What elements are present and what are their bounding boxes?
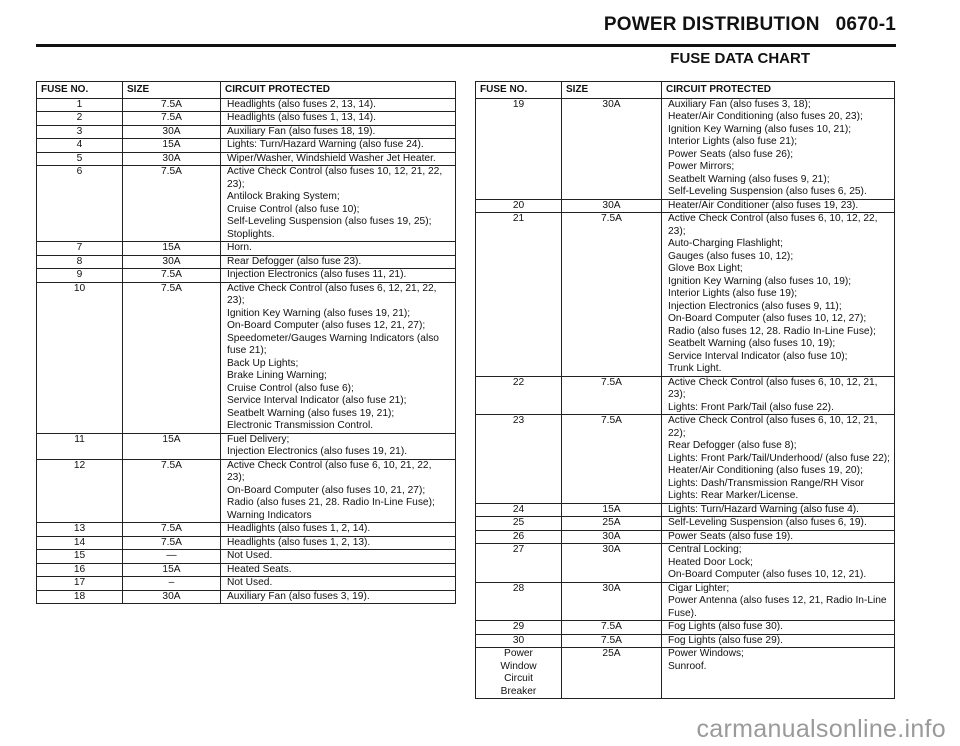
table-row bbox=[37, 459, 456, 523]
fuse-number-cell: 24 bbox=[476, 503, 562, 517]
fuse-size-cell: 7.5A bbox=[562, 415, 662, 504]
fuse-size-cell: 30A bbox=[562, 530, 662, 544]
fuse-size-cell: 30A bbox=[562, 98, 662, 199]
circuit-protected-cell: Lights: Turn/Hazard Warning (also fuse 4). bbox=[662, 503, 895, 517]
table-row bbox=[37, 523, 456, 537]
circuit-protected-cell: Headlights (also fuses 1, 2, 14). bbox=[221, 523, 456, 537]
table-row bbox=[37, 98, 456, 112]
chart-subtitle: FUSE DATA CHART bbox=[670, 50, 810, 67]
fuse-size-cell: 7.5A bbox=[123, 282, 221, 433]
fuse-size-cell: 15A bbox=[123, 433, 221, 459]
circuit-protected-cell: Active Check Control (also fuses 6, 10, 12, 22, 23); Auto-Charging Flashlight; Gauges (also fuses 10, 12); Glove Box Light; Ignition Key Warning (also fuses 10, 19); Interior Lights (also fuse 19); Injection Electronics (also fuses 9, 11); On-Board Computer (also fuses 10, 12, 27); Radio (also fuses 12, 28. Radio In-Line Fuse); Seatbelt Warning (also fuses 10, 19); Service Interval Indicator (also fuse 10); Trunk Light. bbox=[662, 213, 895, 377]
circuit-protected-cell: Active Check Control (also fuse 6, 10, 21, 22, 23); On-Board Computer (also fuses 10, 21, 27); Radio (also fuses 21, 28. Radio In-Line Fuse); Warning Indicators bbox=[221, 459, 456, 523]
fuse-number-cell: 16 bbox=[37, 563, 123, 577]
fuse-size-cell: 15A bbox=[123, 563, 221, 577]
circuit-protected-cell: Auxiliary Fan (also fuses 3, 19). bbox=[221, 590, 456, 604]
column-header-fuse-no: FUSE NO. bbox=[37, 82, 123, 99]
table-row bbox=[476, 199, 895, 213]
column-header-size: SIZE bbox=[562, 82, 662, 99]
fuse-size-cell: 7.5A bbox=[123, 269, 221, 283]
fuse-number-cell: 1 bbox=[37, 98, 123, 112]
circuit-protected-cell: Power Windows; Sunroof. bbox=[662, 648, 895, 699]
fuse-size-cell: 30A bbox=[562, 199, 662, 213]
fuse-number-cell: 28 bbox=[476, 582, 562, 621]
table-row bbox=[476, 503, 895, 517]
header-rule bbox=[36, 44, 896, 47]
fuse-number-cell: 20 bbox=[476, 199, 562, 213]
fuse-size-cell: 30A bbox=[562, 582, 662, 621]
fuse-number-cell: 6 bbox=[37, 166, 123, 242]
circuit-protected-cell: Not Used. bbox=[221, 550, 456, 564]
fuse-size-cell: 7.5A bbox=[562, 213, 662, 377]
table-row bbox=[476, 621, 895, 635]
fuse-number-cell: 17 bbox=[37, 577, 123, 591]
section-code: 0670-1 bbox=[835, 14, 896, 35]
table-row bbox=[476, 582, 895, 621]
table-row bbox=[37, 550, 456, 564]
table-row bbox=[37, 577, 456, 591]
fuse-number-cell: 8 bbox=[37, 255, 123, 269]
circuit-protected-cell: Headlights (also fuses 1, 13, 14). bbox=[221, 112, 456, 126]
circuit-protected-cell: Auxiliary Fan (also fuses 18, 19). bbox=[221, 125, 456, 139]
circuit-protected-cell: Auxiliary Fan (also fuses 3, 18); Heater/Air Conditioning (also fuses 20, 23); Ignition Key Warning (also fuses 10, 21); Interior Lights (also fuse 21); Power Seats (also fuse 26); Power Mirrors; Seatbelt Warning (also fuses 9, 21); Self-Leveling Suspension (also fuses 6, 25). bbox=[662, 98, 895, 199]
fuse-number-cell: 7 bbox=[37, 242, 123, 256]
fuse-size-cell: 7.5A bbox=[562, 634, 662, 648]
circuit-protected-cell: Not Used. bbox=[221, 577, 456, 591]
table-row bbox=[476, 376, 895, 415]
fuse-number-cell: 5 bbox=[37, 152, 123, 166]
circuit-protected-cell: Heated Seats. bbox=[221, 563, 456, 577]
fuse-number-cell: 27 bbox=[476, 544, 562, 583]
circuit-protected-cell: Active Check Control (also fuses 6, 10, 12, 21, 22); Rear Defogger (also fuse 8); Lights: Front Park/Tail/Underhood/ (also fuse 22); Heater/Air Conditioning (also fuses 19, 20); Lights: Dash/Transmission Range/RH Visor Lights: Rear Marker/License. bbox=[662, 415, 895, 504]
fuse-size-cell: 30A bbox=[123, 255, 221, 269]
table-row bbox=[476, 415, 895, 504]
circuit-protected-cell: Power Seats (also fuse 19). bbox=[662, 530, 895, 544]
column-header-circuit: CIRCUIT PROTECTED bbox=[221, 82, 456, 99]
table-row bbox=[37, 139, 456, 153]
table-row bbox=[37, 125, 456, 139]
fuse-size-cell: 7.5A bbox=[123, 166, 221, 242]
fuse-size-cell: 7.5A bbox=[123, 459, 221, 523]
fuse-size-cell: 15A bbox=[123, 242, 221, 256]
table-row bbox=[476, 634, 895, 648]
fuse-size-cell: 15A bbox=[123, 139, 221, 153]
column-header-size: SIZE bbox=[123, 82, 221, 99]
circuit-protected-cell: Central Locking; Heated Door Lock; On-Board Computer (also fuses 10, 12, 21). bbox=[662, 544, 895, 583]
fuse-number-cell: 30 bbox=[476, 634, 562, 648]
fuse-number-cell: 14 bbox=[37, 536, 123, 550]
circuit-protected-cell: Lights: Turn/Hazard Warning (also fuse 24). bbox=[221, 139, 456, 153]
fuse-number-cell: 11 bbox=[37, 433, 123, 459]
circuit-protected-cell: Cigar Lighter; Power Antenna (also fuses 12, 21, Radio In-Line Fuse). bbox=[662, 582, 895, 621]
table-row bbox=[37, 433, 456, 459]
fuse-number-cell: 22 bbox=[476, 376, 562, 415]
fuse-number-cell: 2 bbox=[37, 112, 123, 126]
circuit-protected-cell: Fog Lights (also fuse 30). bbox=[662, 621, 895, 635]
column-header-fuse-no: FUSE NO. bbox=[476, 82, 562, 99]
table-row bbox=[37, 112, 456, 126]
circuit-protected-cell: Rear Defogger (also fuse 23). bbox=[221, 255, 456, 269]
fuse-size-cell: 7.5A bbox=[123, 536, 221, 550]
circuit-protected-cell: Active Check Control (also fuses 10, 12, 21, 22, 23); Antilock Braking System; Cruise Control (also fuse 10); Self-Leveling Suspension (also fuses 19, 25); Stoplights. bbox=[221, 166, 456, 242]
fuse-number-cell: 25 bbox=[476, 517, 562, 531]
fuse-size-cell: 25A bbox=[562, 517, 662, 531]
table-row bbox=[37, 590, 456, 604]
fuse-number-cell: 26 bbox=[476, 530, 562, 544]
fuse-size-cell: — bbox=[123, 550, 221, 564]
fuse-size-cell: 7.5A bbox=[562, 376, 662, 415]
table-row bbox=[37, 242, 456, 256]
fuse-size-cell: 7.5A bbox=[123, 523, 221, 537]
table-row bbox=[476, 530, 895, 544]
fuse-table-left bbox=[36, 81, 456, 604]
fuse-size-cell: 30A bbox=[123, 152, 221, 166]
table-row bbox=[476, 517, 895, 531]
fuse-size-cell: 30A bbox=[562, 544, 662, 583]
fuse-number-cell: 18 bbox=[37, 590, 123, 604]
fuse-number-cell: 3 bbox=[37, 125, 123, 139]
circuit-protected-cell: Headlights (also fuses 2, 13, 14). bbox=[221, 98, 456, 112]
fuse-size-cell: 30A bbox=[123, 125, 221, 139]
fuse-number-cell: 4 bbox=[37, 139, 123, 153]
fuse-size-cell: 15A bbox=[562, 503, 662, 517]
circuit-protected-cell: Self-Leveling Suspension (also fuses 6, 19). bbox=[662, 517, 895, 531]
page-title: POWER DISTRIBUTION bbox=[603, 14, 820, 35]
circuit-protected-cell: Fuel Delivery; Injection Electronics (also fuses 19, 21). bbox=[221, 433, 456, 459]
table-row bbox=[476, 648, 895, 699]
fuse-number-cell: 21 bbox=[476, 213, 562, 377]
circuit-protected-cell: Active Check Control (also fuses 6, 12, 21, 22, 23); Ignition Key Warning (also fuses 19, 21); On-Board Computer (also fuses 12, 21, 27); Speedometer/Gauges Warning Indicators (also fuse 21); Back Up Lights; Brake Lining Warning; Cruise Control (also fuse 6); Service Interval Indicator (also fuse 21); Seatbelt Warning (also fuses 19, 21); Electronic Transmission Control. bbox=[221, 282, 456, 433]
table-row bbox=[37, 269, 456, 283]
fuse-number-cell: Power Window Circuit Breaker bbox=[476, 648, 562, 699]
fuse-number-cell: 10 bbox=[37, 282, 123, 433]
table-row bbox=[476, 544, 895, 583]
table-header-row bbox=[37, 82, 456, 99]
column-header-circuit: CIRCUIT PROTECTED bbox=[662, 82, 895, 99]
fuse-size-cell: 25A bbox=[562, 648, 662, 699]
circuit-protected-cell: Headlights (also fuses 1, 2, 13). bbox=[221, 536, 456, 550]
table-row bbox=[37, 282, 456, 433]
fuse-table-right bbox=[475, 81, 895, 699]
watermark: carmanualsonline.info bbox=[696, 715, 946, 743]
fuse-size-cell: 7.5A bbox=[123, 112, 221, 126]
table-row bbox=[37, 563, 456, 577]
circuit-protected-cell: Heater/Air Conditioner (also fuses 19, 23). bbox=[662, 199, 895, 213]
circuit-protected-cell: Active Check Control (also fuses 6, 10, 12, 21, 23); Lights: Front Park/Tail (also fuse 22). bbox=[662, 376, 895, 415]
fuse-size-cell: 7.5A bbox=[562, 621, 662, 635]
fuse-number-cell: 29 bbox=[476, 621, 562, 635]
fuse-size-cell: 7.5A bbox=[123, 98, 221, 112]
table-row bbox=[37, 152, 456, 166]
circuit-protected-cell: Fog Lights (also fuse 29). bbox=[662, 634, 895, 648]
fuse-number-cell: 13 bbox=[37, 523, 123, 537]
fuse-size-cell: 30A bbox=[123, 590, 221, 604]
table-row bbox=[37, 166, 456, 242]
circuit-protected-cell: Injection Electronics (also fuses 11, 21). bbox=[221, 269, 456, 283]
fuse-number-cell: 19 bbox=[476, 98, 562, 199]
fuse-size-cell: – bbox=[123, 577, 221, 591]
table-row bbox=[37, 536, 456, 550]
table-row bbox=[37, 255, 456, 269]
table-row bbox=[476, 98, 895, 199]
circuit-protected-cell: Horn. bbox=[221, 242, 456, 256]
fuse-number-cell: 23 bbox=[476, 415, 562, 504]
page-header bbox=[0, 14, 896, 36]
table-row bbox=[476, 213, 895, 377]
fuse-number-cell: 9 bbox=[37, 269, 123, 283]
table-header-row bbox=[476, 82, 895, 99]
fuse-number-cell: 15 bbox=[37, 550, 123, 564]
circuit-protected-cell: Wiper/Washer, Windshield Washer Jet Heater. bbox=[221, 152, 456, 166]
fuse-number-cell: 12 bbox=[37, 459, 123, 523]
